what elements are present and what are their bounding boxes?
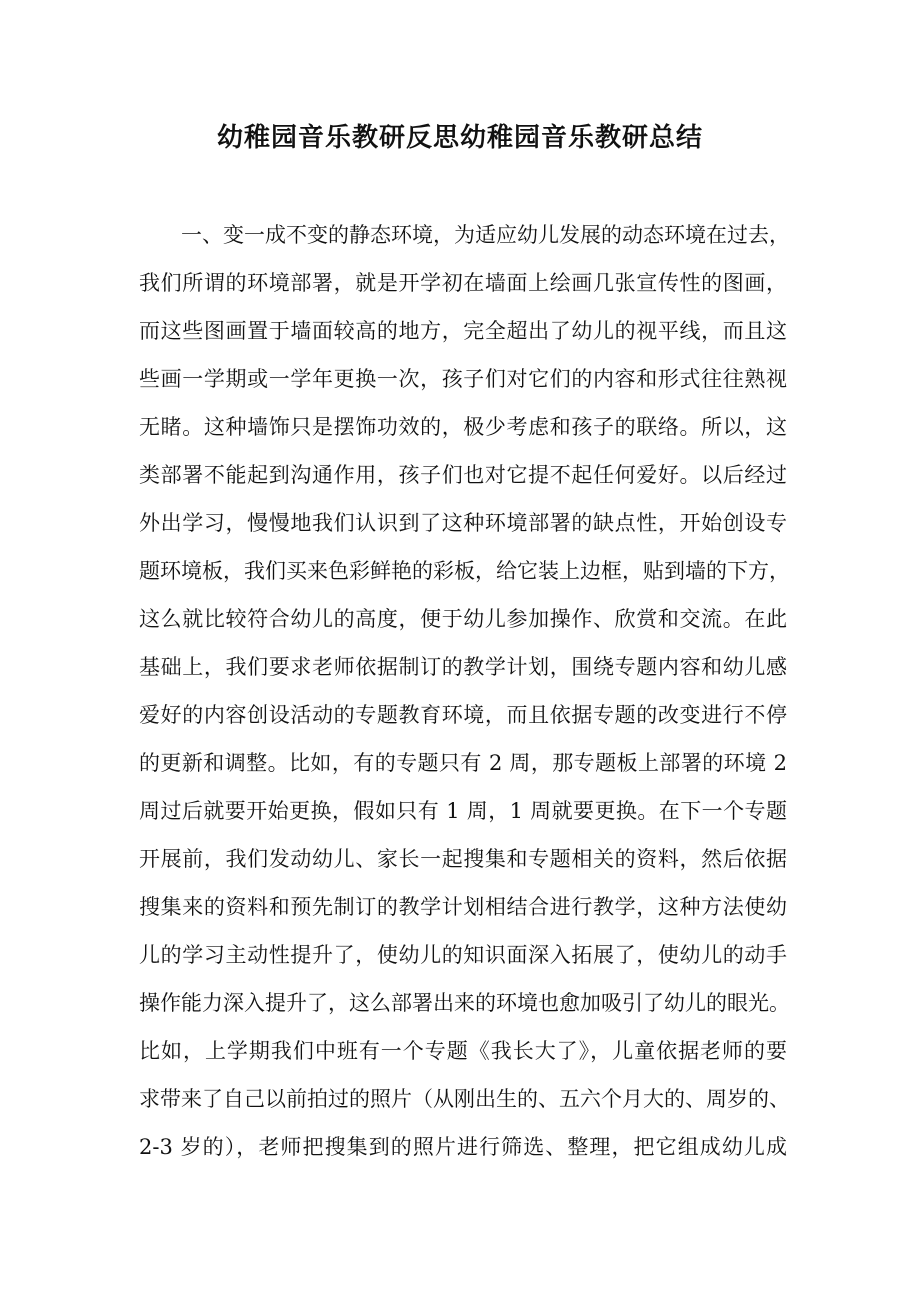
paragraph-line: 一、变一成不变的静态环境，为适应幼儿发展的动态环境在过去， — [181, 223, 790, 247]
paragraph-line: 2-3 岁的），老师把搜集到的照片进行筛选、整理，把它组成幼儿成 — [139, 1135, 787, 1159]
paragraph-line: 这么就比较符合幼儿的高度，便于幼儿参加操作、欣赏和交流。在此 — [139, 607, 787, 631]
paragraph-line: 爱好的内容创设活动的专题教育环境，而且依据专题的改变进行不停 — [139, 703, 787, 727]
paragraph-line: 求带来了自己以前拍过的照片（从刚出生的、五六个月大的、周岁的、 — [139, 1087, 790, 1111]
paragraph-line: 比如，上学期我们中班有一个专题《我长大了》，儿童依据老师的要 — [139, 1039, 787, 1063]
paragraph-line: 无睹。这种墙饰只是摆饰功效的，极少考虑和孩子的联络。所以，这 — [139, 415, 787, 439]
paragraph-line: 基础上，我们要求老师依据制订的教学计划，围绕专题内容和幼儿感 — [139, 655, 787, 679]
paragraph-line: 类部署不能起到沟通作用，孩子们也对它提不起任何爱好。以后经过 — [139, 463, 787, 487]
paragraph-line: 操作能力深入提升了，这么部署出来的环境也愈加吸引了幼儿的眼光。 — [139, 991, 790, 1015]
paragraph-line: 些画一学期或一学年更换一次，孩子们对它们的内容和形式往往熟视 — [139, 367, 787, 391]
paragraph-line: 我们所谓的环境部署，就是开学初在墙面上绘画几张宣传性的图画， — [139, 271, 787, 295]
paragraph-line: 周过后就要开始更换，假如只有 1 周，1 周就要更换。在下一个专题 — [139, 799, 787, 823]
paragraph-line: 题环境板，我们买来色彩鲜艳的彩板，给它装上边框，贴到墙的下方， — [139, 559, 790, 583]
paragraph-line: 外出学习，慢慢地我们认识到了这种环境部署的缺点性，开始创设专 — [139, 511, 787, 535]
document-title: 幼稚园音乐教研反思幼稚园音乐教研总结 — [216, 123, 703, 153]
paragraph-line: 儿的学习主动性提升了，使幼儿的知识面深入拓展了，使幼儿的动手 — [139, 943, 787, 967]
paragraph-line: 开展前，我们发动幼儿、家长一起搜集和专题相关的资料，然后依据 — [139, 847, 787, 871]
paragraph-line: 的更新和调整。比如，有的专题只有 2 周，那专题板上部署的环境 2 — [139, 751, 787, 775]
document-body — [139, 211, 790, 1171]
paragraph-line: 搜集来的资料和预先制订的教学计划相结合进行教学，这种方法使幼 — [139, 895, 787, 919]
paragraph-line: 而这些图画置于墙面较高的地方，完全超出了幼儿的视平线，而且这 — [139, 319, 787, 343]
